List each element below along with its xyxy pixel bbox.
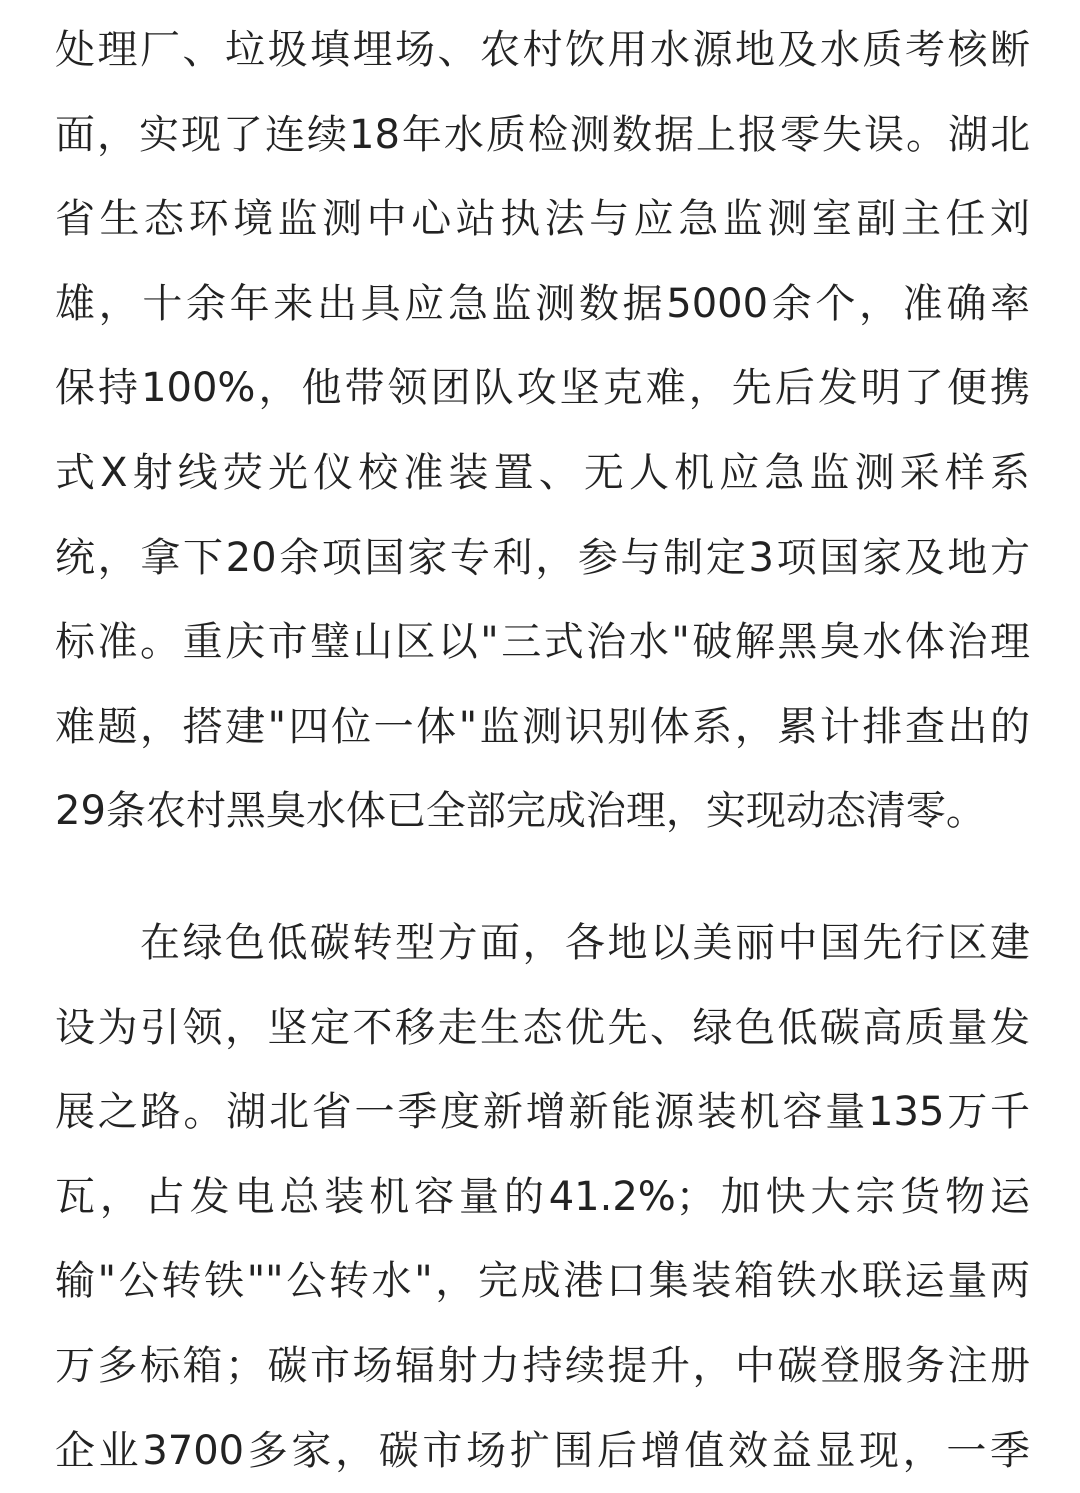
text-line: 设为引领，坚定不移走生态优先、绿色低碳高质量发 <box>55 986 1030 1071</box>
article-body <box>55 8 1030 1493</box>
text-line: 展之路。湖北省一季度新增新能源装机容量135万千 <box>55 1070 1030 1155</box>
text-line: 统，拿下20余项国家专利，参与制定3项国家及地方 <box>55 516 1030 601</box>
text-line: 难题，搭建"四位一体"监测识别体系，累计排查出的 <box>55 685 1030 770</box>
text-line: 保持100%，他带领团队攻坚克难，先后发明了便携 <box>55 346 1030 431</box>
paragraph-1 <box>55 8 1030 854</box>
text-line: 在绿色低碳转型方面，各地以美丽中国先行区建 <box>55 901 1030 986</box>
text-line: 输"公转铁""公转水"，完成港口集装箱铁水联运量两 <box>55 1239 1030 1324</box>
text-line: 标准。重庆市璧山区以"三式治水"破解黑臭水体治理 <box>55 600 1030 685</box>
text-line: 面，实现了连续18年水质检测数据上报零失误。湖北 <box>55 93 1030 178</box>
text-line: 万多标箱；碳市场辐射力持续提升，中碳登服务注册 <box>55 1324 1030 1409</box>
text-line: 处理厂、垃圾填埋场、农村饮用水源地及水质考核断 <box>55 8 1030 93</box>
text-line: 企业3700多家，碳市场扩围后增值效益显现，一季 <box>55 1409 1030 1493</box>
paragraph-spacer <box>55 854 1030 901</box>
text-line: 省生态环境监测中心站执法与应急监测室副主任刘 <box>55 177 1030 262</box>
text-line: 瓦，占发电总装机容量的41.2%；加快大宗货物运 <box>55 1155 1030 1240</box>
paragraph-2 <box>55 901 1030 1493</box>
text-line: 29条农村黑臭水体已全部完成治理，实现动态清零。 <box>55 769 1030 854</box>
text-line: 式X射线荧光仪校准装置、无人机应急监测采样系 <box>55 431 1030 516</box>
text-line: 雄，十余年来出具应急监测数据5000余个，准确率 <box>55 262 1030 347</box>
